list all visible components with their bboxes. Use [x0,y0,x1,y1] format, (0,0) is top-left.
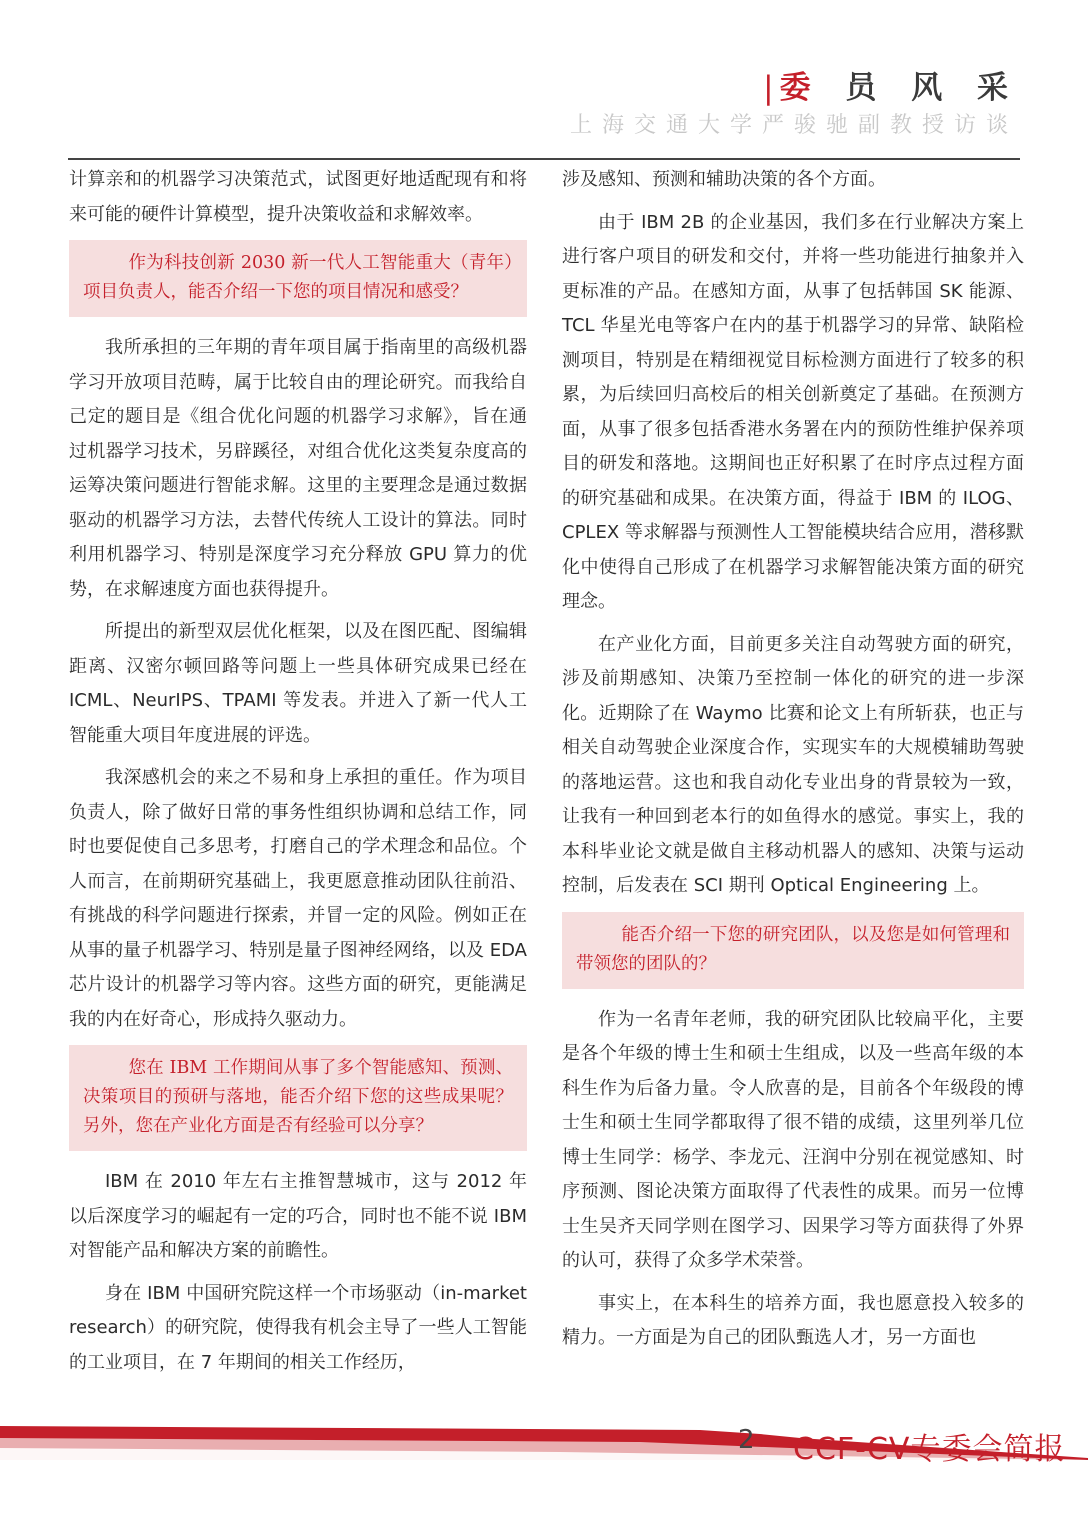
answer-paragraph: 作为一名青年老师，我的研究团队比较扁平化，主要是各个年级的博士生和硕士生组成，以及一些高年级的本科生作为后备力量。令人欣喜的是，目前各个年级段的博士生和硕士生同学都取得了很不错的成绩，这里列举几位博士生同学：杨学、李龙元、汪润中分别在视觉感知、时序预测、图论决策方面取得了代表性的成果。而另一位博士生吴齐天同学则在图学习、因果学习等方面获得了外界的认可，获得了众多学术荣誉。 [562,1008,1024,1271]
section-title-rest: 员 风 采 [845,70,1020,106]
continued-paragraph: 涉及感知、预测和辅助决策的各个方面。 [562,169,886,190]
page-number: 2 [738,1425,755,1455]
answer-paragraph: 身在 IBM 中国研究院这样一个市场驱动（in-market research）的研究院，使得我有机会主导了一些人工智能的工业项目，在 7 年期间的相关工作经历， [69,1282,527,1373]
interview-question: 您在 IBM 工作期间从事了多个智能感知、预测、决策项目的预研与落地，能否介绍下您的这些成果呢？另外，您在产业化方面是否有经验可以分享？ [69,1045,527,1151]
interview-question: 能否介绍一下您的研究团队，以及您是如何管理和带领您的团队的？ [562,912,1024,989]
section-title-first-char: 委 [779,70,823,106]
left-column [69,163,527,1388]
answer-paragraph: 事实上，在本科生的培养方面，我也愿意投入较多的精力。一方面是为自己的团队甄选人才，另一方面也 [562,1292,1024,1348]
interview-question: 作为科技创新 2030 新一代人工智能重大（青年）项目负责人，能否介绍一下您的项目情况和感受？ [69,240,527,317]
answer-paragraph: 我所承担的三年期的青年项目属于指南里的高级机器学习开放项目范畴，属于比较自由的理论研究。而我给自己定的题目是《组合优化问题的机器学习求解》，旨在通过机器学习技术，另辟蹊径，对组合优化这类复杂度高的运筹决策问题进行智能求解。这里的主要理念是通过数据驱动的机器学习方法，去替代传统人工设计的算法。同时利用机器学习、特别是深度学习充分释放 GPU 算力的优势，在求解速度方面也获得提升。 [69,337,527,600]
title-bar-mark: | [763,70,780,106]
continued-paragraph: 计算亲和的机器学习决策范式，试图更好地适配现有和将来可能的硬件计算模型，提升决策收益和求解效率。 [69,169,527,225]
section-subtitle: 上海交通大学严骏驰副教授访谈 [569,113,1018,138]
answer-paragraph: IBM 在 2010 年左右主推智慧城市，这与 2012 年以后深度学习的崛起有一定的巧合，同时也不能不说 IBM 对智能产品和解决方案的前瞻性。 [69,1171,527,1261]
newsletter-brand: CCF-CV专委会简报 [793,1432,1066,1467]
section-title [763,62,1020,107]
answer-paragraph: 由于 IBM 2B 的企业基因，我们多在行业解决方案上进行客户项目的研发和交付，并将一些功能进行抽象并入更标准的产品。在感知方面，从事了包括韩国 SK 能源、TCL 华星光电等客户在内的基于机器学习的异常、缺陷检测项目，特别是在精细视觉目标检测方面进行了较多的积累，为后续回归高校后的相关创新奠定了基础。在预测方面，从事了很多包括香港水务署在内的预防性维护保养项目的研发和落地。这期间也正好积累了在时序点过程方面的研究基础和成果。在决策方面，得益于 IBM 的 ILOG、CPLEX 等求解器与预测性人工智能模块结合应用，潜移默化中使得自己形成了在机器学习求解智能决策方面的研究理念。 [562,211,1024,612]
right-column [562,163,1024,1364]
header-divider [68,158,1020,160]
answer-paragraph: 在产业化方面，目前更多关注自动驾驶方面的研究，涉及前期感知、决策乃至控制一体化的研究的进一步深化。近期除了在 Waymo 比赛和论文上有所斩获，也正与相关自动驾驶企业深度合作，实现实车的大规模辅助驾驶的落地运营。这也和我自动化专业出身的背景较为一致，让我有一种回到老本行的如鱼得水的感觉。事实上，我的本科毕业论文就是做自主移动机器人的感知、决策与运动控制，后发表在 SCI 期刊 Optical Engineering 上。 [562,633,1024,896]
answer-paragraph: 所提出的新型双层优化框架，以及在图匹配、图编辑距离、汉密尔顿回路等问题上一些具体研究成果已经在 ICML、NeurIPS、TPAMI 等发表。并进入了新一代人工智能重大项目年度进展的评选。 [69,621,527,746]
answer-paragraph: 我深感机会的来之不易和身上承担的重任。作为项目负责人，除了做好日常的事务性组织协调和总结工作，同时也要促使自己多思考，打磨自己的学术理念和品位。个人而言，在前期研究基础上，我更愿意推动团队往前沿、有挑战的科学问题进行探索，并冒一定的风险。例如正在从事的量子机器学习、特别是量子图神经网络，以及 EDA 芯片设计的机器学习等内容。这些方面的研究，更能满足我的内在好奇心，形成持久驱动力。 [69,767,527,1030]
